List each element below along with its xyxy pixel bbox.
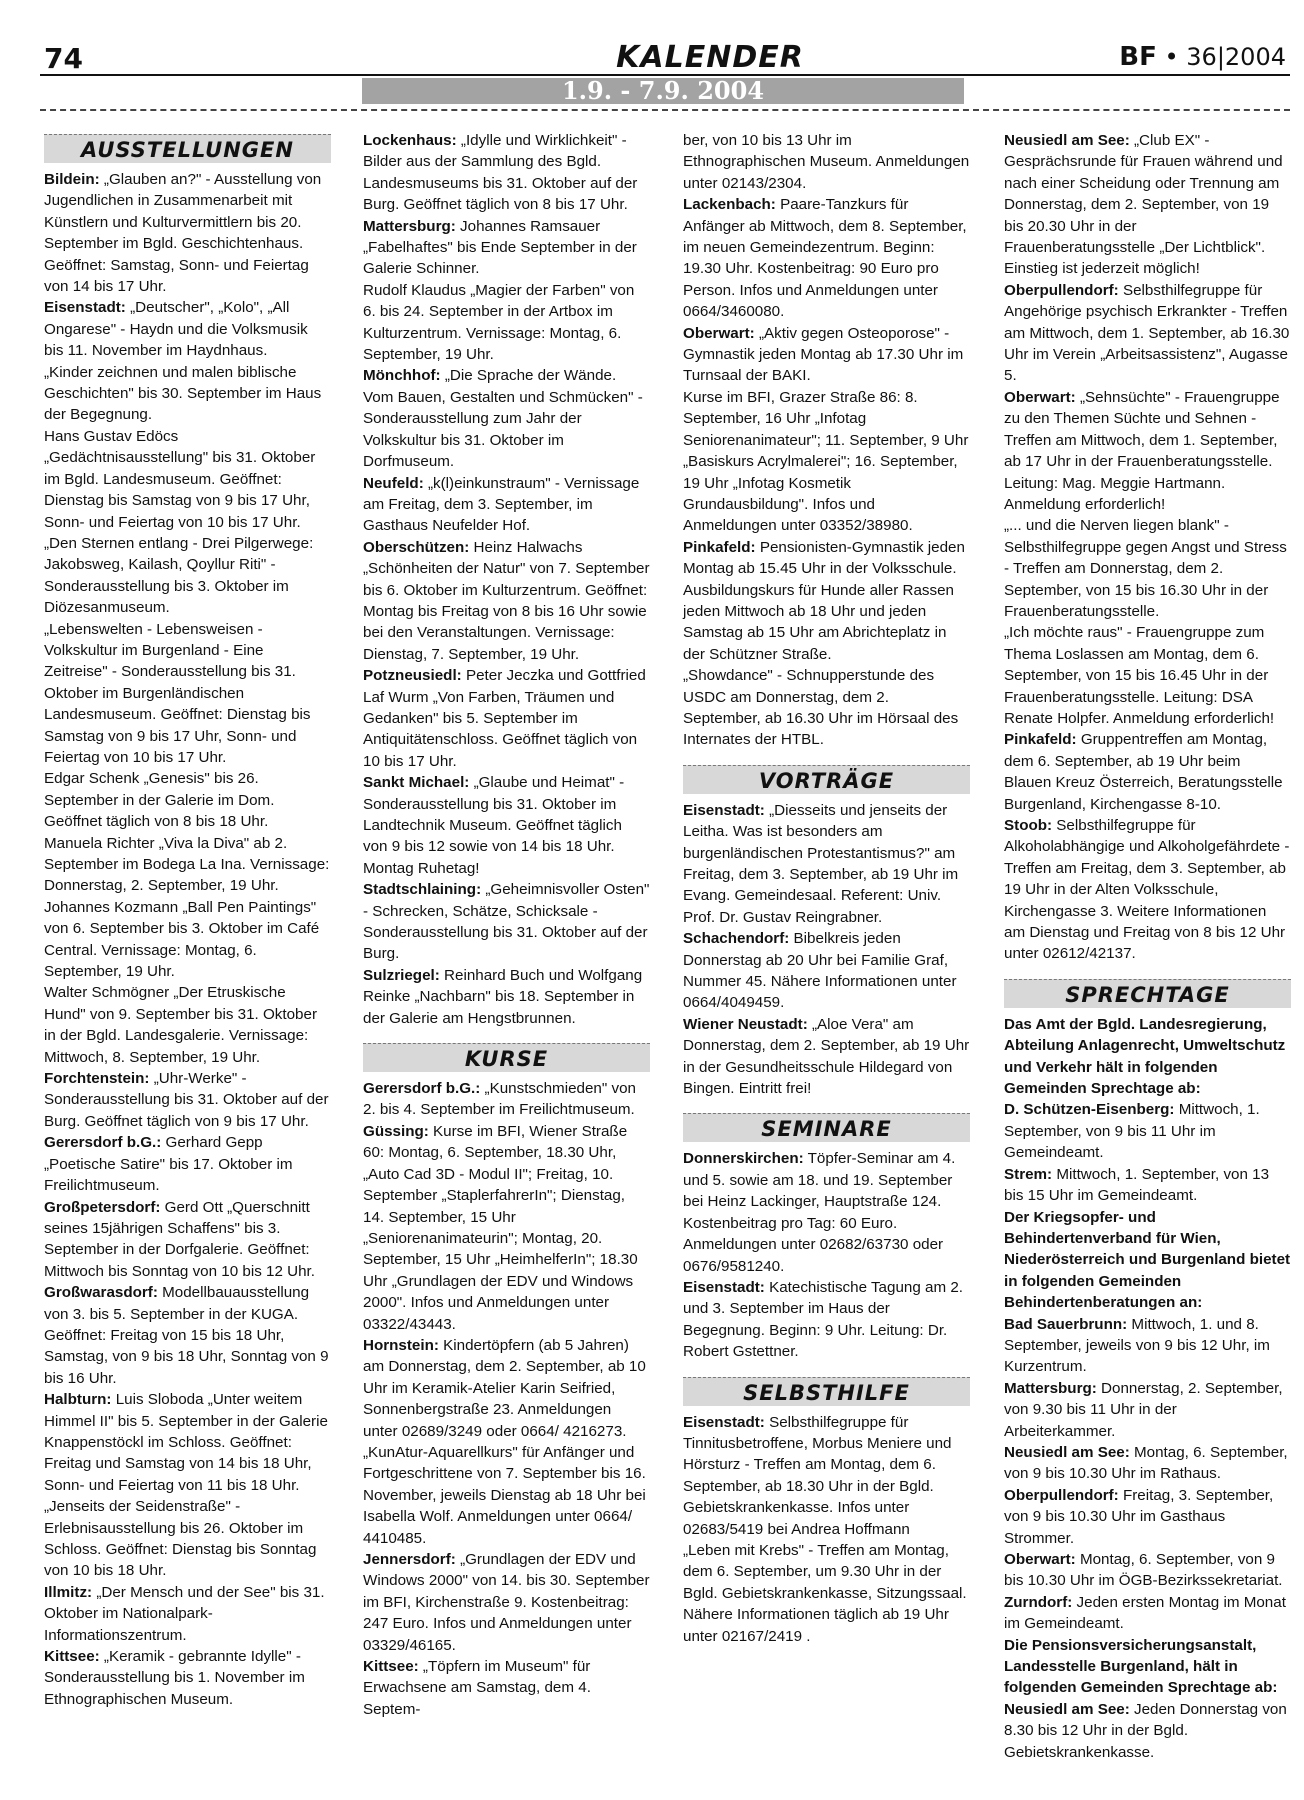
- calendar-entry: [44, 1646, 331, 1710]
- entry-text: „Kinder zeichnen und malen biblische Geschichten" bis 30. September im Haus der Begegnung.: [44, 363, 322, 424]
- entry-location: Eisenstadt:: [44, 299, 126, 317]
- entries-kurse: [363, 1078, 650, 1720]
- calendar-entry: [1004, 1164, 1291, 1207]
- entry-location: Eisenstadt:: [683, 1278, 765, 1296]
- calendar-entry: [363, 665, 650, 772]
- entry-text: Gruppentreffen am Montag, dem 6. September, ab 19 Uhr beim Blauen Kreuz Österreich, Beratungsstelle Burgenland, Kirchengasse 8-10.: [1004, 731, 1283, 813]
- calendar-entry: [363, 965, 650, 1029]
- calendar-entry: [363, 1442, 650, 1549]
- entry-location: Neufeld:: [363, 474, 424, 492]
- entry-location: Sulzriegel:: [363, 966, 440, 984]
- entry-text: „k(l)einkunstraum" - Vernissage am Freitag, dem 3. September, im Gasthaus Neufelder Hof.: [363, 474, 640, 535]
- entry-text: Kurse im BFI, Grazer Straße 86: 8. September, 16 Uhr „Infotag Seniorenanimateur"; 11. September, 9 Uhr „Basiskurs Acrylmalerei"; 16. September, 19 Uhr „Infotag Kosmetik Grundausbildung". Infos und Anmeldungen unter 03352/38980.: [683, 388, 969, 535]
- entry-text: Heinz Halwachs „Schönheiten der Natur" von 7. September bis 6. Oktober im Kulturzentrum. Geöffnet: Montag bis Freitag von 8 bis 16 Uhr sowie bei den Veranstaltungen. Vernissage: Dienstag, 7. September, 19 Uhr.: [363, 538, 650, 663]
- entry-text: Selbsthilfegruppe für Tinnitusbetroffene, Morbus Meniere und Hörsturz - Treffen am Montag, dem 6. September, ab 18.30 Uhr in der Bgld. Gebietskrankenkasse. Infos unter 02683/5419 bei Andrea Hoffmann: [683, 1413, 952, 1538]
- entry-text: Peter Jeczka und Gottfried Laf Wurm „Von Farben, Träumen und Gedanken" bis 5. September im Antiquitätenschloss. Geöffnet täglich von 10 bis 17 Uhr.: [363, 667, 646, 770]
- entry-location: Großwarasdorf:: [44, 1284, 158, 1302]
- brand-logo-text: BF: [1119, 42, 1157, 72]
- column-4: [1004, 130, 1291, 1763]
- calendar-entry: [44, 1197, 331, 1283]
- entry-location: Güssing:: [363, 1122, 429, 1140]
- calendar-entry: [44, 833, 331, 897]
- entry-location: D. Schützen-Eisenberg:: [1004, 1101, 1175, 1119]
- entry-text: „Idylle und Wirklichkeit" - Bilder aus der Sammlung des Bgld. Landesmuseums bis 31. Oktober auf der Burg. Geöffnet täglich von 8 bis 17 Uhr.: [363, 132, 638, 214]
- entry-text: „Glauben an?" - Ausstellung von Jugendlichen in Zusammenarbeit mit Künstlern und Kulturvermittlern bis 20. September im Bgld. Geschichtenhaus. Geöffnet: Samstag, Sonn- und Feiertag von 14 bis 17 Uhr.: [44, 171, 322, 296]
- calendar-entry: [1004, 1014, 1291, 1100]
- entry-location: Bad Sauerbrunn:: [1004, 1315, 1128, 1333]
- calendar-entry: [363, 280, 650, 366]
- calendar-entry: [683, 1412, 970, 1540]
- section-header-vortraege: [683, 765, 970, 794]
- entry-text: Hans Gustav Edöcs „Gedächtnisausstellung" bis 31. Oktober im Bgld. Landesmuseum. Geöffnet: Dienstag bis Samstag von 9 bis 17 Uhr, Sonn- und Feiertag von 10 bis 17 Uhr.: [44, 427, 316, 531]
- section-heading: SELBSTHILFE: [743, 1380, 910, 1405]
- calendar-entry: [363, 1335, 650, 1442]
- calendar-entry: [683, 387, 970, 537]
- entry-text: „Keramik - gebrannte Idylle" - Sonderausstellung bis 1. November im Ethnographischen Museum.: [44, 1648, 305, 1708]
- section-heading: KURSE: [464, 1047, 549, 1072]
- calendar-entry: [44, 1389, 331, 1496]
- calendar-entry: [363, 1549, 650, 1656]
- entry-location: Oberschützen:: [363, 538, 470, 556]
- entry-location: Die Pensionsversicherungsanstalt, Landesstelle Burgenland, hält in folgenden Gemeinden Sprechtage ab:: [1004, 1636, 1278, 1697]
- calendar-entry: [44, 897, 331, 983]
- entry-location: Pinkafeld:: [683, 538, 756, 556]
- entry-text: Jeden ersten Montag im Monat im Gemeindeamt.: [1004, 1593, 1286, 1633]
- calendar-entry: [1004, 1099, 1291, 1163]
- calendar-entry: [683, 928, 970, 1014]
- entry-text: „... und die Nerven liegen blank" - Selbsthilfegruppe gegen Angst und Stress - Treffen am Donnerstag, dem 2. September, von 15 bis 16.30 Uhr in der Frauenberatungsstelle.: [1004, 517, 1287, 620]
- entry-location: Gerersdorf b.G.:: [363, 1080, 481, 1098]
- calendar-entry: [44, 169, 331, 297]
- calendar-entry: [363, 365, 650, 472]
- entry-text: Johannes Kozmann „Ball Pen Paintings" von 6. September bis 3. Oktober im Café Central. Vernissage: Montag, 6. September, 19 Uhr.: [44, 898, 320, 981]
- calendar-entry: [1004, 1592, 1291, 1635]
- entry-text: „Grundlagen der EDV und Windows 2000" von 14. bis 30. September im BFI, Kirchenstraße 9. Kostenbeitrag: 247 Euro. Infos und Anmeldungen unter 03329/46165.: [363, 1551, 650, 1654]
- calendar-entry: [683, 1148, 970, 1276]
- entry-text: Gerhard Gepp „Poetische Satire" bis 17. Oktober im Freilichtmuseum.: [44, 1134, 293, 1195]
- entry-text: „Jenseits der Seidenstraße" - Erlebnisausstellung bis 26. Oktober im Schloss. Geöffnet: Dienstag bis Sonntag von 10 bis 18 Uhr.: [44, 1498, 317, 1580]
- entry-location: Jennersdorf:: [363, 1551, 456, 1568]
- entry-location: Oberwart:: [1004, 388, 1076, 406]
- entry-text: Modellbauausstellung von 3. bis 5. September in der KUGA. Geöffnet: Freitag von 15 bis 18 Uhr, Samstag, von 9 bis 18 Uhr, Sonntag von 9 bis 16 Uhr.: [44, 1284, 329, 1387]
- entry-location: Illmitz:: [44, 1583, 93, 1601]
- issue-number: • 36|2004: [1164, 43, 1286, 71]
- calendar-entry: [683, 1540, 970, 1647]
- entry-text: Freitag, 3. September, von 9 bis 10.30 Uhr im Gasthaus Strommer.: [1004, 1486, 1274, 1547]
- entry-text: Ausbildungskurs für Hunde aller Rassen jeden Mittwoch ab 18 Uhr und jeden Samstag ab 15 Uhr am Abrichteplatz in der Schützner Straße.: [683, 581, 954, 663]
- column-3: [683, 130, 970, 1647]
- calendar-entry: [44, 982, 331, 1068]
- entry-location: Lackenbach:: [683, 196, 776, 214]
- entry-location: Bildein:: [44, 171, 100, 188]
- calendar-entry: [363, 772, 650, 879]
- entry-text: „Club EX" - Gesprächsrunde für Frauen während und nach einer Scheidung oder Trennung am Donnerstag, dem 2. September, von 19 bis 20.30 Uhr in der Frauenberatungsstelle „Der Lichtblick". Einstieg ist jederzeit möglich!: [1004, 132, 1283, 278]
- entry-text: „Leben mit Krebs" - Treffen am Montag, dem 6. September, um 9.30 Uhr in der Bgld. Gebietskrankenkasse, Sitzungssaal. Nähere Informationen täglich ab 19 Uhr unter 02167/2419 .: [683, 1541, 967, 1645]
- calendar-entry: [363, 879, 650, 965]
- entry-location: Strem:: [1004, 1165, 1053, 1183]
- entry-location: Oberpullendorf:: [1004, 281, 1119, 299]
- calendar-entry: [44, 1496, 331, 1582]
- entry-text: Katechistische Tagung am 2. und 3. September im Haus der Begegnung. Beginn: 9 Uhr. Leitung: Dr. Robert Gstettner.: [683, 1278, 963, 1361]
- calendar-entry: [1004, 1485, 1291, 1549]
- entry-location: Pinkafeld:: [1004, 731, 1077, 749]
- entry-text: Mittwoch, 1. September, von 9 bis 11 Uhr im Gemeindeamt.: [1004, 1101, 1260, 1162]
- entry-text: „Glaube und Heimat" - Sonderausstellung bis 31. Oktober im Landtechnik Museum. Geöffnet täglich von 9 bis 12 sowie von 14 bis 18 Uhr. Montag Ruhetag!: [363, 774, 625, 877]
- entry-location: Großpetersdorf:: [44, 1198, 161, 1216]
- entry-text: „Deutscher", „Kolo", „All Ongarese" - Haydn und die Volksmusik bis 11. November im Haydnhaus.: [44, 299, 308, 360]
- entry-location: Neusiedl am See:: [1004, 1443, 1130, 1461]
- entry-text: Selbsthilfegruppe für Alkoholabhängige und Alkoholgefährdete - Treffen am Freitag, dem 3. September, ab 19 Uhr in der Alten Volksschule, Kirchengasse 3. Weitere Informationen am Dienstag und Freitag von 8 bis 12 Uhr unter 02612/42137.: [1004, 817, 1290, 963]
- entry-text: ber, von 10 bis 13 Uhr im Ethnographischen Museum. Anmeldungen unter 02143/2304.: [683, 132, 970, 192]
- entries-vortraege: [683, 800, 970, 1100]
- calendar-entry: [683, 580, 970, 666]
- entry-location: Hornstein:: [363, 1336, 439, 1354]
- entry-location: Lockenhaus:: [363, 132, 457, 149]
- calendar-entry: [44, 297, 331, 361]
- section-heading: SEMINARE: [761, 1117, 892, 1142]
- calendar-entry: [683, 537, 970, 580]
- entry-text: Kurse im BFI, Wiener Straße 60: Montag, 6. September, 18.30 Uhr, „Auto Cad 3D - Modul II"; Freitag, 10. September „StaplerfahrerIn"; Dienstag, 14. September, 15 Uhr „Seniorenanimateurin"; Montag, 20. September, 15 Uhr „HeimhelferIn"; 18.30 Uhr „Grundlagen der EDV und Windows 2000". Infos und Anmeldungen unter 03322/43443.: [363, 1122, 638, 1333]
- entry-location: Sankt Michael:: [363, 774, 470, 792]
- entries-seminare: [683, 1148, 970, 1362]
- date-range-banner: 1.9. - 7.9. 2004: [362, 78, 964, 104]
- entries-selbsthilfe: [683, 1412, 970, 1647]
- entry-location: Wiener Neustadt:: [683, 1015, 808, 1033]
- calendar-entry: [1004, 1699, 1291, 1763]
- entry-location: Das Amt der Bgld. Landesregierung, Abteilung Anlagenrecht, Umweltschutz und Verkehr hält in folgenden Gemeinden Sprechtage ab:: [1004, 1015, 1286, 1098]
- calendar-entry: [44, 1068, 331, 1132]
- calendar-entry: [683, 130, 970, 194]
- entry-location: Schachendorf:: [683, 930, 790, 948]
- entry-location: Halbturn:: [44, 1391, 112, 1409]
- calendar-entry: [44, 533, 331, 619]
- entry-text: „Aloe Vera" am Donnerstag, dem 2. September, ab 19 Uhr in der Gesundheitsschule Hildegard von Bingen. Eintritt frei!: [683, 1015, 970, 1098]
- entry-text: Walter Schmögner „Der Etruskische Hund" von 9. September bis 31. Oktober in der Bgld. Landesgalerie. Vernissage: Mittwoch, 8. September, 19 Uhr.: [44, 984, 318, 1066]
- calendar-entry: [1004, 1378, 1291, 1442]
- calendar-entry: [683, 1014, 970, 1100]
- section-header-kurse: [363, 1043, 650, 1072]
- entry-location: Oberwart:: [683, 324, 755, 342]
- entry-location: Mattersburg:: [1004, 1379, 1097, 1397]
- entry-text: Rudolf Klaudus „Magier der Farben" von 6. bis 24. September in der Artbox im Kulturzentrum. Vernissage: Montag, 6. September, 19 Uhr.: [363, 281, 635, 364]
- section-heading: VORTRÄGE: [758, 768, 895, 793]
- section-header-sprechtage: [1004, 979, 1291, 1008]
- entry-text: „Lebenswelten - Lebensweisen - Volkskultur im Burgenland - Eine Zeitreise" - Sonderausstellung bis 31. Oktober im Burgenländischen Landesmuseum. Geöffnet: Dienstag bis Samstag von 9 bis 17 Uhr, Sonn- und Feiertag von 10 bis 17 Uhr.: [44, 620, 311, 766]
- page-number: 74: [44, 42, 83, 75]
- calendar-entry: [683, 800, 970, 928]
- calendar-entry: [1004, 387, 1291, 515]
- calendar-entry: [44, 1282, 331, 1389]
- entry-location: Kittsee:: [44, 1648, 100, 1666]
- entry-text: Mittwoch, 1. September, von 13 bis 15 Uhr im Gemeindeamt.: [1004, 1165, 1270, 1205]
- entry-text: Pensionisten-Gymnastik jeden Montag ab 15.45 Uhr in der Volksschule.: [683, 538, 965, 578]
- entry-location: Neusiedl am See:: [1004, 132, 1130, 149]
- entries-kurse-cont: [683, 130, 970, 751]
- calendar-entry: [1004, 280, 1291, 387]
- entries-selbsthilfe-cont: [1004, 130, 1291, 965]
- calendar-entry: [363, 1121, 650, 1335]
- entry-text: „Sehnsüchte" - Frauengruppe zu den Themen Süchte und Sehnen - Treffen am Mittwoch, dem 1. September, ab 17 Uhr in der Frauenberatungsstelle. Leitung: Mag. Meggie Hartmann. Anmeldung erforderlich!: [1004, 388, 1280, 513]
- column-1: [44, 130, 331, 1710]
- column-2: [363, 130, 650, 1720]
- entry-text: Montag, 6. September, von 9 bis 10.30 Uhr im Rathaus.: [1004, 1443, 1288, 1483]
- calendar-entry: [683, 1277, 970, 1363]
- entry-text: Paare-Tanzkurs für Anfänger ab Mittwoch, dem 8. September, im neuen Gemeindezentrum. Beginn: 19.30 Uhr. Kostenbeitrag: 90 Euro pro Person. Infos und Anmeldungen unter 0664/3460080.: [683, 196, 967, 321]
- entry-location: Donnerskirchen:: [683, 1150, 804, 1168]
- calendar-entry: [44, 619, 331, 769]
- entry-text: „Der Mensch und der See" bis 31. Oktober im Nationalpark-Informationszentrum.: [44, 1583, 325, 1644]
- calendar-entry: [1004, 1635, 1291, 1699]
- calendar-entry: [44, 426, 331, 533]
- section-header-ausstellungen: [44, 134, 331, 163]
- entry-text: Selbsthilfegruppe für Angehörige psychisch Erkrankter - Treffen am Mittwoch, dem 1. September, ab 16.30 Uhr im Verein „Arbeitsassistenz", Augasse 5.: [1004, 281, 1290, 385]
- section-title: KALENDER: [616, 40, 804, 75]
- entry-text: „Aktiv gegen Osteoporose" - Gymnastik jeden Montag ab 17.30 Uhr im Turnsaal der BAKI.: [683, 324, 964, 385]
- entry-location: Potzneusiedl:: [363, 667, 462, 685]
- entry-location: Stadtschlaining:: [363, 881, 482, 899]
- entry-text: Manuela Richter „Viva la Diva" ab 2. September im Bodega La Ina. Vernissage: Donnerstag, 2. September, 19 Uhr.: [44, 834, 330, 895]
- entry-location: Eisenstadt:: [683, 801, 765, 819]
- calendar-entry: [1004, 1207, 1291, 1314]
- entry-text: „Uhr-Werke" - Sonderausstellung bis 31. Oktober auf der Burg. Geöffnet täglich von 9 bis 17 Uhr.: [44, 1070, 329, 1130]
- calendar-entry: [44, 1132, 331, 1196]
- entry-location: Gerersdorf b.G.:: [44, 1134, 162, 1152]
- calendar-entry: [363, 1656, 650, 1720]
- entry-location: Neusiedl am See:: [1004, 1700, 1130, 1718]
- entry-text: Montag, 6. September, von 9 bis 10.30 Uhr im ÖGB-Bezirkssekretariat.: [1004, 1551, 1283, 1590]
- entry-text: „Töpfern im Museum" für Erwachsene am Samstag, dem 4. Septem-: [363, 1658, 591, 1718]
- entry-location: Eisenstadt:: [683, 1413, 765, 1431]
- calendar-entry: [44, 362, 331, 426]
- entry-text: „Ich möchte raus" - Frauengruppe zum Thema Loslassen am Montag, dem 6. September, von 15 bis 16.45 Uhr in der Frauenberatungsstelle. Leitung: DSA Renate Holpfer. Anmeldung erforderlich!: [1004, 624, 1275, 727]
- calendar-entry: [363, 537, 650, 665]
- entry-text: „Kunstschmieden" von 2. bis 4. September im Freilichtmuseum.: [363, 1080, 636, 1119]
- entry-location: Forchtenstein:: [44, 1070, 150, 1088]
- entry-text: Donnerstag, 2. September, von 9.30 bis 11 Uhr in der Arbeiterkammer.: [1004, 1379, 1283, 1440]
- calendar-entry: [683, 665, 970, 751]
- calendar-entry: [1004, 1314, 1291, 1378]
- entries-ausstellungen-cont: [363, 130, 650, 1029]
- entry-text: Kindertöpfern (ab 5 Jahren) am Donnerstag, dem 2. September, ab 10 Uhr im Keramik-Atelier Karin Seifried, Sonnenbergstraße 23. Anmeldungen unter 02689/3249 oder 0664/ 4216273.: [363, 1336, 646, 1440]
- entry-location: Der Kriegsopfer- und Behindertenverband für Wien, Niederösterreich und Burgenland bietet in folgenden Gemeinden Behindertenberatungen an:: [1004, 1208, 1291, 1312]
- entry-text: Luis Sloboda „Unter weitem Himmel II" bis 5. September in der Galerie Knappenstöckl im Schloss. Geöffnet: Freitag und Samstag von 14 bis 18 Uhr, Sonn- und Feiertag von 11 bis 18 Uhr.: [44, 1391, 328, 1494]
- calendar-entry: [1004, 1442, 1291, 1485]
- calendar-entry: [44, 768, 331, 832]
- entry-location: Mattersburg:: [363, 217, 456, 235]
- entry-text: Johannes Ramsauer „Fabelhaftes" bis Ende September in der Galerie Schinner.: [363, 217, 637, 278]
- entry-location: Kittsee:: [363, 1658, 419, 1676]
- entry-location: Mönchhof:: [363, 367, 441, 385]
- calendar-entry: [363, 130, 650, 216]
- entry-text: Töpfer-Seminar am 4. und 5. sowie am 18. und 19. September bei Heinz Lackinger, Hauptstraße 124. Kostenbeitrag pro Tag: 60 Euro. Anmeldungen unter 02682/63730 oder 0676/9581240.: [683, 1150, 956, 1275]
- entry-text: Mittwoch, 1. und 8. September, jeweils von 9 bis 12 Uhr, im Kurzentrum.: [1004, 1315, 1270, 1376]
- entry-location: Oberpullendorf:: [1004, 1486, 1119, 1504]
- calendar-entry: [363, 216, 650, 280]
- header-dashed-divider: [40, 109, 1290, 111]
- entry-text: „Diesseits und jenseits der Leitha. Was ist besonders am burgenländischen Protestantismus?" am Freitag, dem 3. September, ab 19 Uhr im Evang. Gemeindesaal. Referent: Univ. Prof. Dr. Gustav Reingrabner.: [683, 801, 959, 926]
- calendar-entry: [1004, 515, 1291, 622]
- entry-text: Bibelkreis jeden Donnerstag ab 20 Uhr bei Familie Graf, Nummer 45. Nähere Informationen unter 0664/4049459.: [683, 930, 957, 1012]
- calendar-entry: [363, 473, 650, 537]
- entry-text: „Den Sternen entlang - Drei Pilgerwege: Jakobsweg, Kailash, Qoyllur Riti" - Sonderausstellung bis 3. Oktober im Diözesanmuseum.: [44, 534, 314, 617]
- section-header-seminare: [683, 1113, 970, 1142]
- calendar-entry: [1004, 815, 1291, 965]
- section-heading: AUSSTELLUNGEN: [81, 138, 294, 162]
- calendar-entry: [44, 1582, 331, 1646]
- entry-location: Stoob:: [1004, 817, 1053, 834]
- calendar-entry: [1004, 729, 1291, 815]
- entry-text: „Showdance" - Schnupperstunde des USDC am Donnerstag, dem 2. September, ab 16.30 Uhr im Hörsaal des Internates der HTBL.: [683, 667, 959, 749]
- section-header-selbsthilfe: [683, 1377, 970, 1406]
- calendar-entry: [1004, 1549, 1291, 1592]
- calendar-entry: [683, 194, 970, 322]
- entry-text: „KunAtur-Aquarellkurs" für Anfänger und Fortgeschrittene von 7. September bis 16. November, jeweils Dienstag ab 18 Uhr bei Isabella Wolf. Anmeldungen unter 0664/ 4410485.: [363, 1443, 646, 1547]
- entry-location: Zurndorf:: [1004, 1593, 1073, 1611]
- calendar-entry: [1004, 622, 1291, 729]
- calendar-entry: [1004, 130, 1291, 280]
- entry-text: „Geheimnisvoller Osten" - Schrecken, Schätze, Schicksale - Sonderausstellung bis 31. Oktober auf der Burg.: [363, 881, 650, 963]
- entries-sprechtage: [1004, 1014, 1291, 1763]
- entry-location: Oberwart:: [1004, 1551, 1076, 1568]
- entries-ausstellungen: [44, 169, 331, 1710]
- entry-text: „Die Sprache der Wände. Vom Bauen, Gestalten und Schmücken" - Sonderausstellung zum Jahr der Volkskultur bis 31. Oktober im Dorfmuseum.: [363, 367, 643, 471]
- entry-text: Jeden Donnerstag von 8.30 bis 12 Uhr in der Bgld. Gebietskrankenkasse.: [1004, 1700, 1287, 1761]
- section-heading: SPRECHTAGE: [1065, 982, 1230, 1007]
- publication-brand: [1119, 42, 1286, 72]
- entry-text: Edgar Schenk „Genesis" bis 26. September in der Galerie im Dom. Geöffnet täglich von 8 bis 18 Uhr.: [44, 770, 275, 831]
- entry-text: Gerd Ott „Querschnitt seines 15jährigen Schaffens" bis 3. September in der Dorfgalerie. Geöffnet: Mittwoch bis Sonntag von 10 bis 12 Uhr.: [44, 1198, 315, 1280]
- calendar-entry: [363, 1078, 650, 1121]
- entry-text: Reinhard Buch und Wolfgang Reinke „Nachbarn" bis 18. September in der Galerie am Hengstbrunnen.: [363, 966, 643, 1027]
- calendar-entry: [683, 323, 970, 387]
